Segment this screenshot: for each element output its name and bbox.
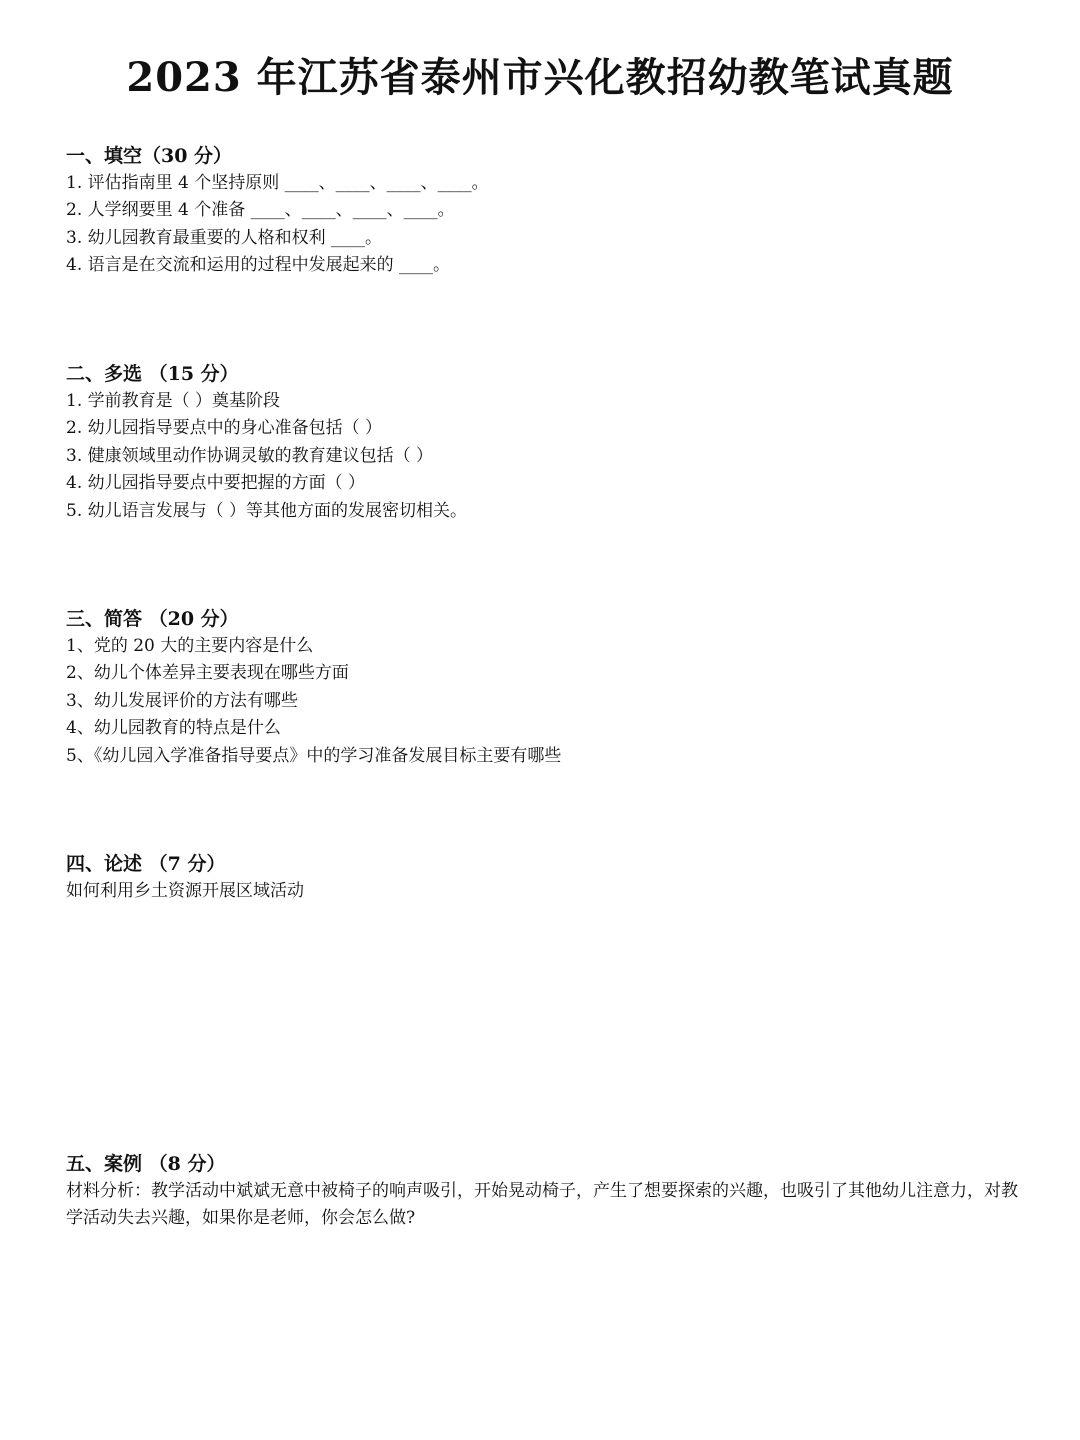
question-item: 5. 幼儿语言发展与（ ）等其他方面的发展密切相关。 — [66, 500, 468, 521]
question-item: 4. 幼儿园指导要点中要把握的方面（ ） — [66, 473, 366, 494]
question-item: 5、《幼儿园入学准备指导要点》中的学习准备发展目标主要有哪些 — [66, 745, 562, 766]
question-item: 1. 评估指南里 4 个坚持原则 ____、____、____、____。 — [66, 173, 489, 193]
question-item: 材料分析：教学活动中斌斌无意中被椅子的响声吸引，开始晃动椅子，产生了想要探索的兴趣，也吸引了其他幼儿注意力，对教学活动失去兴趣，如果你是老师，你会怎么做? — [66, 1181, 1018, 1229]
section-short-answer — [66, 605, 1026, 770]
question-item: 1. 学前教育是（ ）奠基阶段 — [66, 391, 281, 411]
question-item: 3、幼儿发展评价的方法有哪些 — [66, 690, 298, 711]
question-item: 2、幼儿个体差异主要表现在哪些方面 — [66, 663, 349, 684]
section-fill-in-blank — [66, 142, 1026, 280]
question-item: 如何利用乡土资源开展区域活动 — [66, 881, 304, 901]
section-heading: 二、多选 （15 分） — [66, 363, 239, 385]
section-essay — [66, 850, 1026, 905]
section-multiple-choice — [66, 360, 1026, 525]
question-item: 1、党的 20 大的主要内容是什么 — [66, 636, 314, 656]
page-title: 2023 年江苏省泰州市兴化教招幼教笔试真题 — [126, 54, 954, 101]
question-item: 3. 幼儿园教育最重要的人格和权利 ____。 — [66, 227, 383, 248]
question-item: 3. 健康领域里动作协调灵敏的教育建议包括（ ） — [66, 445, 434, 466]
section-heading: 一、填空（30 分） — [66, 145, 233, 167]
section-heading: 五、案例 （8 分） — [66, 1153, 226, 1175]
question-item: 4. 语言是在交流和运用的过程中发展起来的 ____。 — [66, 255, 451, 276]
section-heading: 三、简答 （20 分） — [66, 608, 239, 630]
question-item: 2. 人学纲要里 4 个准备 ____、____、____、____。 — [66, 200, 455, 221]
question-item: 4、幼儿园教育的特点是什么 — [66, 718, 281, 739]
section-case-study — [66, 1150, 1026, 1233]
section-heading: 四、论述 （7 分） — [66, 853, 226, 875]
question-item: 2. 幼儿园指导要点中的身心准备包括（ ） — [66, 418, 383, 439]
